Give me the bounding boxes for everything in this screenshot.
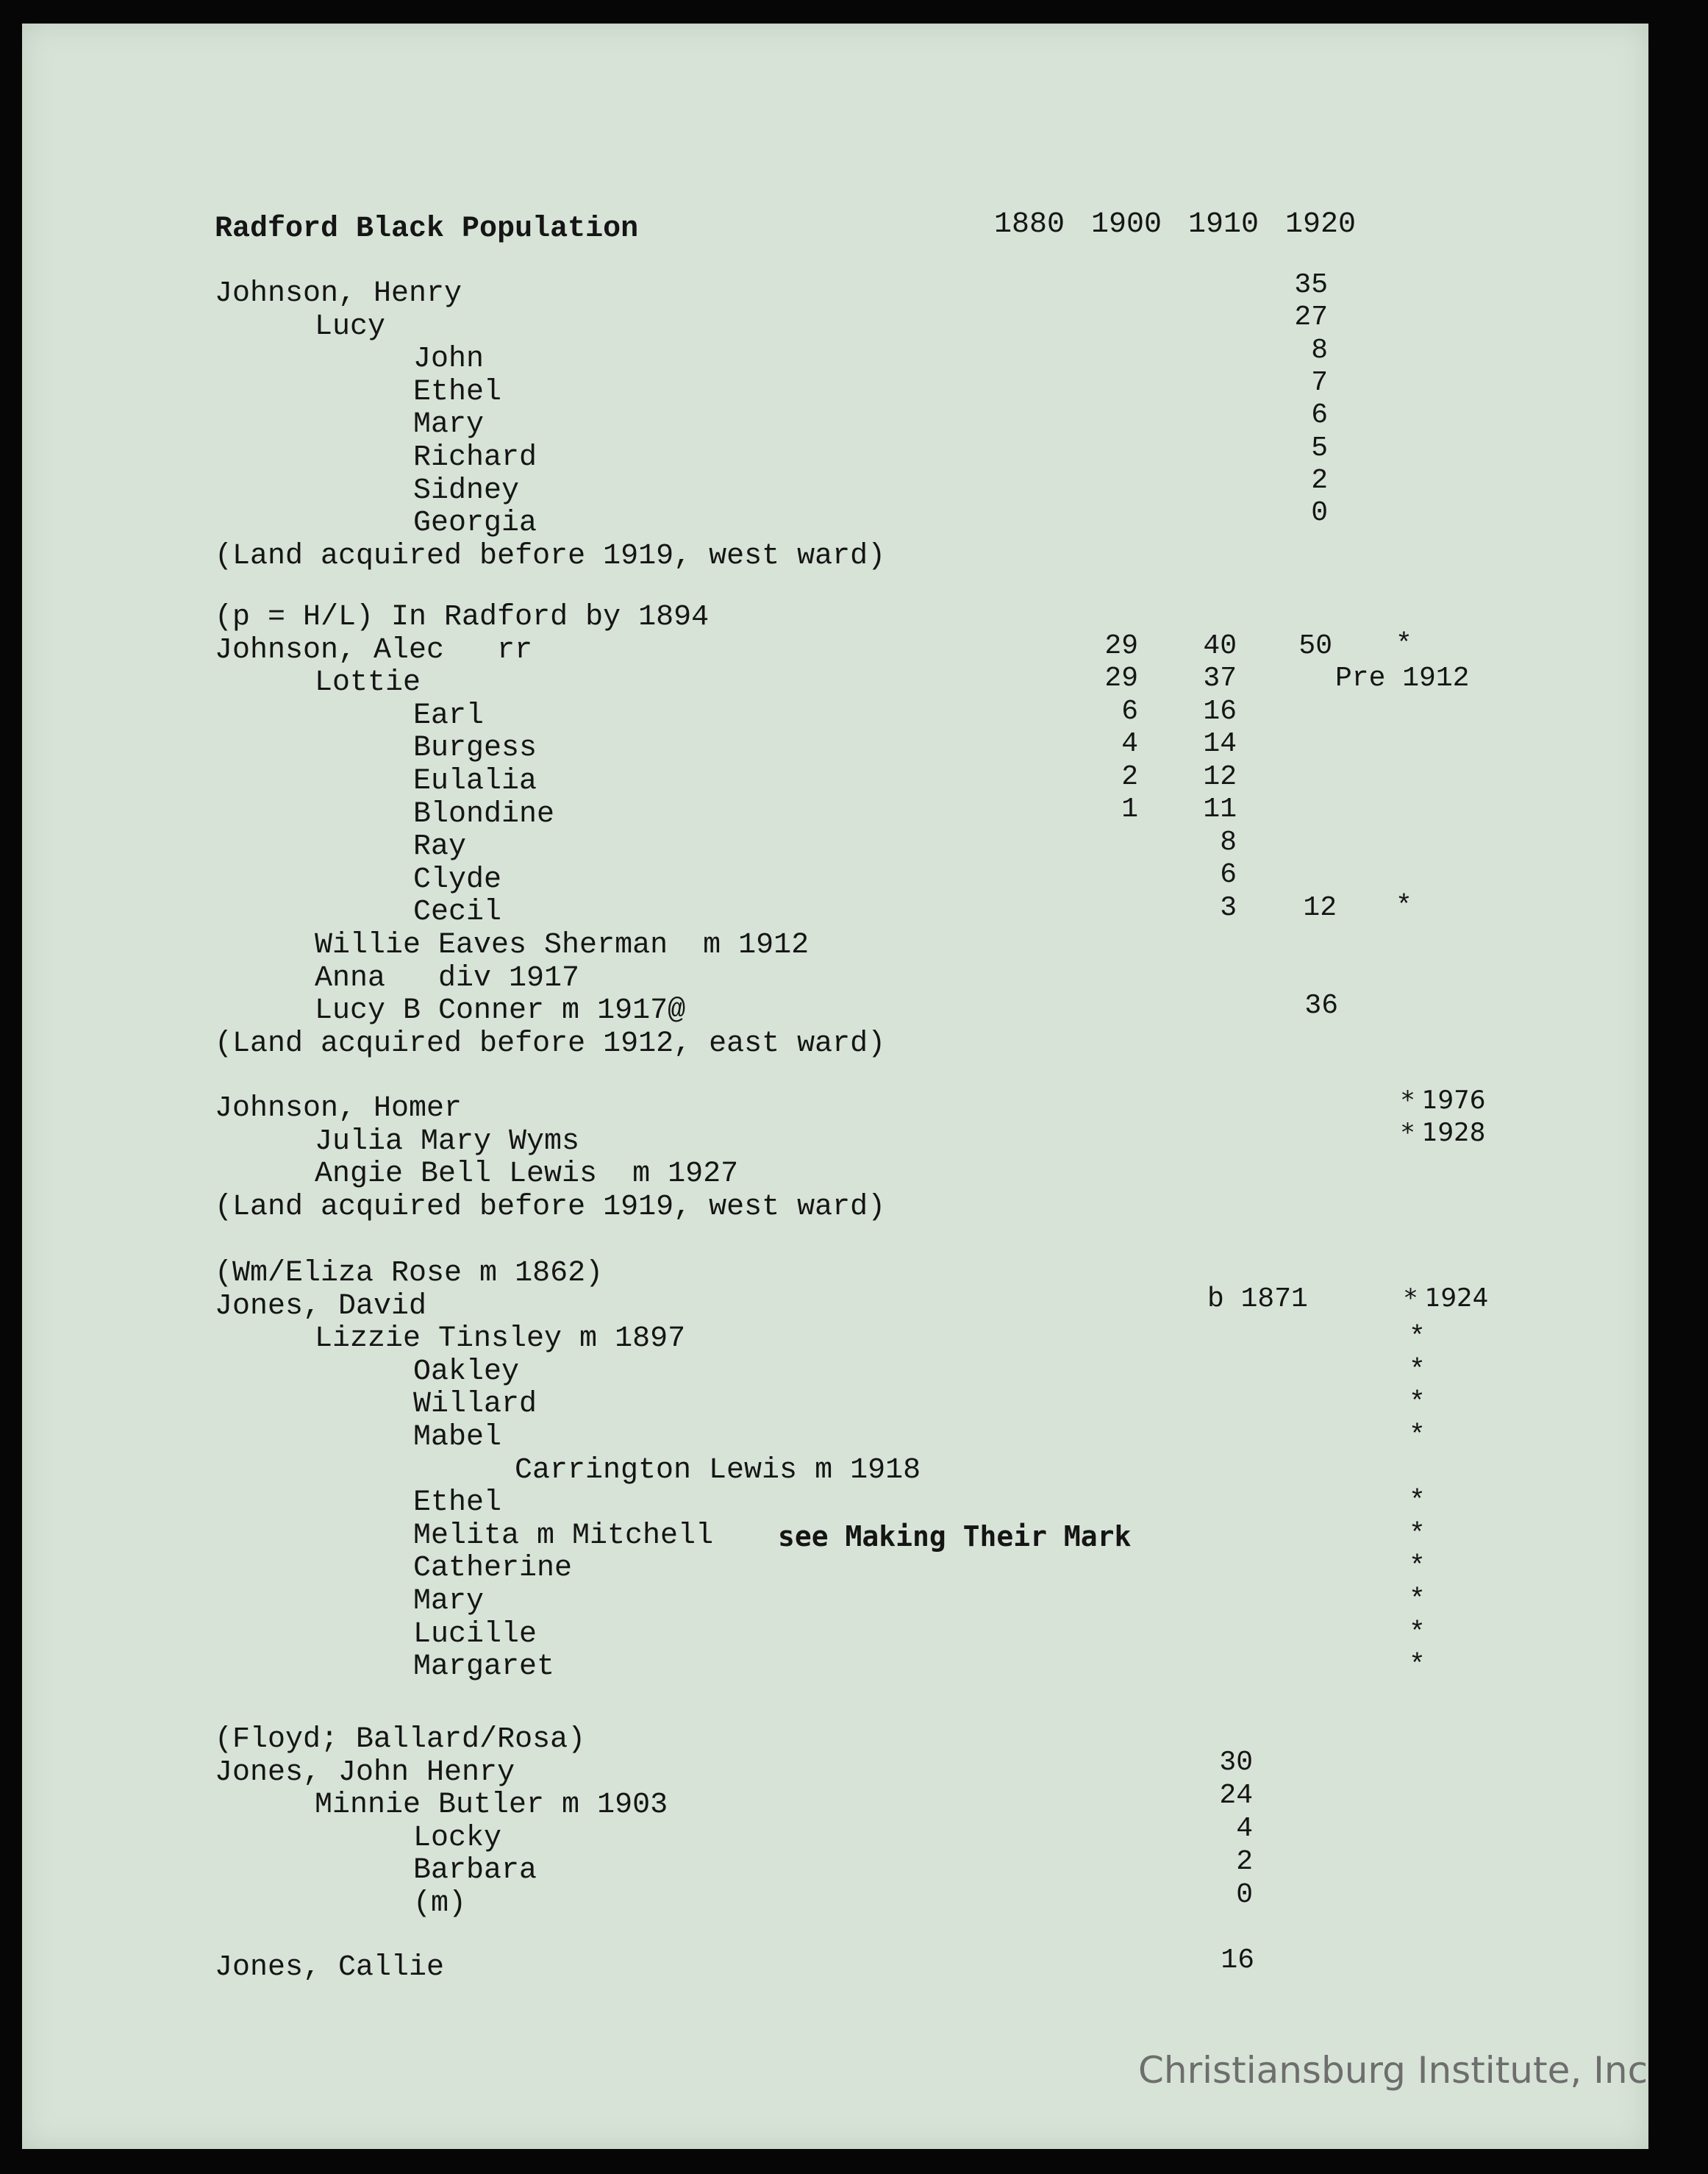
record-line: (Land acquired before 1919, west ward) bbox=[215, 1190, 886, 1224]
record-line: Sidney bbox=[413, 474, 520, 507]
age-1920: 50 bbox=[1298, 630, 1332, 662]
age-1910: 2 bbox=[1236, 1845, 1253, 1878]
record-line: (Floyd; Ballard/Rosa) bbox=[215, 1723, 586, 1756]
death-star: * bbox=[1396, 890, 1412, 922]
year-1920: 1920 bbox=[1285, 208, 1357, 241]
record-line: Johnson, Homer bbox=[215, 1092, 462, 1125]
age-1910: 14 bbox=[1203, 728, 1237, 760]
death-star: * bbox=[1396, 628, 1412, 660]
age-1910: 16 bbox=[1203, 695, 1237, 727]
year-1880: 1880 bbox=[994, 208, 1065, 241]
age-1910: 12 bbox=[1203, 760, 1237, 793]
record-line: Johnson, Alec rr bbox=[215, 633, 533, 667]
record-line: Mabel bbox=[413, 1421, 502, 1454]
record-line: Jones, Callie bbox=[215, 1951, 445, 1984]
record-line: Lucy bbox=[315, 310, 386, 343]
record-line: John bbox=[413, 343, 485, 377]
record-line: Willie Eaves Sherman m 1912 bbox=[315, 929, 810, 962]
record-line: Lottie bbox=[315, 666, 421, 700]
age-1910: 0 bbox=[1236, 1878, 1253, 1911]
death-star: * bbox=[1409, 1354, 1426, 1386]
age-1900: 6 bbox=[1121, 695, 1138, 727]
record-line: Clyde bbox=[413, 863, 502, 897]
record-line: Margaret bbox=[413, 1650, 555, 1684]
age-1920: 27 bbox=[1294, 302, 1328, 334]
record-line: Catherine bbox=[413, 1552, 573, 1586]
age-1910: 16 bbox=[1221, 1945, 1254, 1976]
age-1920: 12 bbox=[1303, 891, 1337, 924]
age-1920: 6 bbox=[1311, 399, 1328, 432]
death-year: * 1976 bbox=[1401, 1086, 1486, 1115]
record-line: Ethel bbox=[413, 1486, 502, 1520]
age-1910: 40 bbox=[1203, 630, 1237, 662]
death-star: * bbox=[1409, 1322, 1426, 1354]
record-line: Earl bbox=[413, 699, 485, 733]
record-line: Julia Mary Wyms bbox=[315, 1125, 580, 1158]
record-line: Barbara bbox=[413, 1854, 537, 1888]
birth-year: b 1871 bbox=[1207, 1283, 1308, 1315]
record-line: Mary bbox=[413, 1585, 485, 1618]
age-1910: 8 bbox=[1220, 826, 1237, 858]
record-line: Angie Bell Lewis m 1927 bbox=[315, 1158, 739, 1191]
record-line: Lucy B Conner m 1917@ bbox=[315, 994, 686, 1028]
record-line: Melita m Mitchell bbox=[413, 1519, 732, 1553]
record-line: Jones, David bbox=[215, 1289, 427, 1323]
death-star: * bbox=[1409, 1617, 1426, 1649]
record-line: Eulalia bbox=[413, 765, 537, 798]
age-1920: 5 bbox=[1311, 432, 1328, 464]
death-star: * bbox=[1409, 1551, 1426, 1583]
age-1900: 4 bbox=[1121, 728, 1138, 760]
record-line: (p = H/L) In Radford by 1894 bbox=[215, 601, 710, 634]
age-1910: 24 bbox=[1219, 1779, 1253, 1811]
age-1920: 35 bbox=[1294, 269, 1328, 301]
age-1910: 6 bbox=[1220, 859, 1237, 891]
age-1910: 30 bbox=[1219, 1746, 1253, 1778]
melita-note: see Making Their Mark bbox=[778, 1519, 1132, 1553]
year-1910: 1910 bbox=[1188, 208, 1259, 241]
age-1910: 4 bbox=[1236, 1812, 1253, 1845]
record-line: (Land acquired before 1912, east ward) bbox=[215, 1027, 886, 1061]
watermark: Christiansburg Institute, Inc bbox=[1138, 2049, 1648, 2092]
record-line: Willard bbox=[413, 1388, 537, 1422]
record-line: Locky bbox=[413, 1821, 502, 1855]
page-title: Radford Black Population bbox=[215, 213, 639, 246]
lottie-note: Pre 1912 bbox=[1335, 662, 1470, 694]
record-line: Cecil bbox=[413, 896, 502, 930]
record-line: Ethel bbox=[413, 375, 502, 409]
death-star: * bbox=[1409, 1650, 1426, 1682]
age-1920: 7 bbox=[1311, 366, 1328, 399]
death-star: * bbox=[1409, 1584, 1426, 1616]
age-1920: 36 bbox=[1304, 990, 1338, 1022]
record-line: Richard bbox=[413, 441, 537, 474]
age-1920: 2 bbox=[1311, 464, 1328, 496]
year-1900: 1900 bbox=[1091, 208, 1162, 241]
death-star: * bbox=[1409, 1387, 1426, 1419]
record-line: Ray bbox=[413, 830, 467, 864]
record-line: Jones, John Henry bbox=[215, 1756, 515, 1789]
death-year: * 1928 bbox=[1401, 1118, 1486, 1147]
record-line: Georgia bbox=[413, 507, 537, 541]
record-line: Lucille bbox=[413, 1617, 537, 1651]
age-1900: 29 bbox=[1104, 663, 1138, 695]
death-year: * 1924 bbox=[1404, 1283, 1489, 1313]
record-line: Minnie Butler m 1903 bbox=[315, 1789, 668, 1822]
record-line: Oakley bbox=[413, 1355, 520, 1389]
record-line: (Land acquired before 1919, west ward) bbox=[215, 539, 886, 573]
age-1900: 2 bbox=[1121, 760, 1138, 793]
record-line: Burgess bbox=[413, 732, 537, 766]
death-star: * bbox=[1409, 1420, 1426, 1452]
age-1900: 29 bbox=[1104, 630, 1138, 662]
record-line: Johnson, Henry bbox=[215, 277, 462, 310]
record-line: (Wm/Eliza Rose m 1862) bbox=[215, 1257, 604, 1290]
record-line: Lizzie Tinsley m 1897 bbox=[315, 1322, 686, 1356]
record-line: (m) bbox=[413, 1887, 467, 1920]
age-1910: 3 bbox=[1220, 891, 1237, 924]
age-1910: 11 bbox=[1203, 794, 1237, 826]
death-star: * bbox=[1409, 1518, 1426, 1550]
age-1920: 0 bbox=[1311, 497, 1328, 530]
record-line: Anna div 1917 bbox=[315, 961, 580, 995]
record-line: Blondine bbox=[413, 797, 555, 831]
record-line: Carrington Lewis m 1918 bbox=[515, 1453, 921, 1487]
death-star: * bbox=[1409, 1486, 1426, 1518]
age-1910: 37 bbox=[1203, 663, 1237, 695]
age-1920: 8 bbox=[1311, 334, 1328, 366]
record-line: Mary bbox=[413, 408, 485, 442]
age-1900: 1 bbox=[1121, 794, 1138, 826]
